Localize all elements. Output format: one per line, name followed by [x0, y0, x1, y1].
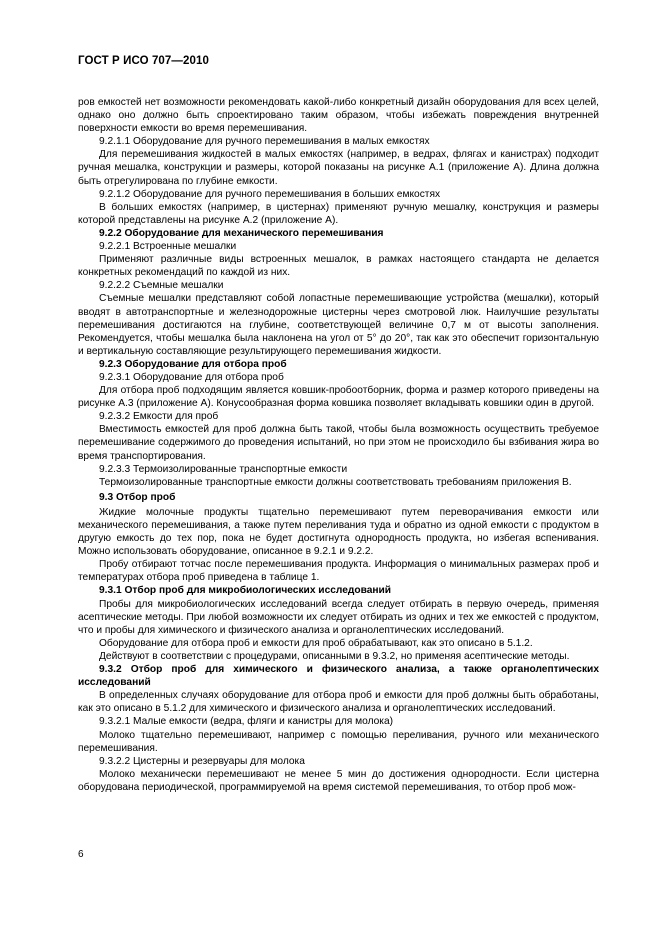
subsection-heading-9-2-3-2: 9.2.3.2 Емкости для проб [99, 411, 219, 423]
paragraph: Молоко механически перемешивают не менее 5 мин до достижения однородности. Если цистерна оборудована периодической, программируемой на время системой перемешивания, то отбор проб мож- [78, 768, 599, 793]
subsection-heading-9-2-2-2: 9.2.2.2 Съемные мешалки [99, 280, 224, 292]
paragraph: Действуют в соответствии с процедурами, описанными в 9.3.2, но применяя асептические методы. [99, 650, 570, 662]
paragraph: В больших емкостях (например, в цистернах) применяют ручную мешалку, конструкция и размеры которой представлены на рисунке А.2 (приложение А). [78, 201, 599, 226]
paragraph: Вместимость емкостей для проб должна быть такой, чтобы была возможность осуществить требуемое перемешивание содержимого до проведения испытаний, но при этом не происходило бы взбивания жира во время транспортирования. [78, 424, 599, 462]
paragraph: Термоизолированные транспортные емкости должны соответствовать требованиям приложения В. [99, 476, 572, 488]
section-heading-9-3: 9.3 Отбор проб [99, 491, 176, 503]
page-header: ГОСТ Р ИСО 707—2010 [78, 55, 210, 67]
paragraph: Пробу отбирают тотчас после перемешивания продукта. Информация о минимальных размерах проб и температурах отбора проб приведена в таблице 1. [78, 559, 599, 584]
paragraph: Для отбора проб подходящим является ковшик-пробоотборник, форма и размер которого приведены на рисунке А.3 (приложение А). Конусообразная форма ковшика позволяет вкладывать ковшики один в другой. [78, 385, 599, 410]
document-body [78, 96, 599, 794]
paragraph: Оборудование для отбора проб и емкости для проб обрабатывают, как это описано в 5.1.2. [99, 637, 533, 649]
section-heading-9-2-2: 9.2.2 Оборудование для механического перемешивания [99, 227, 384, 239]
paragraph: Жидкие молочные продукты тщательно перемешивают путем переворачивания емкости или механического перемешивания, а также путем переливания туда и обратно из одной емкости с продуктом в другую емкость до тех пор, пока не будет достигнута однородность продукта, но избегая вспенивания. Можно использовать оборудование, описанное в 9.2.1 и 9.2.2. [78, 506, 599, 558]
subsection-heading-9-2-3-1: 9.2.3.1 Оборудование для отбора проб [99, 371, 284, 383]
subsection-heading-9-3-2-2: 9.3.2.2 Цистерны и резервуары для молока [99, 755, 305, 767]
section-heading-9-3-2: 9.3.2 Отбор проб для химического и физического анализа, а также органолептических исследований [78, 664, 599, 689]
section-heading-9-3-1: 9.3.1 Отбор проб для микробиологических исследований [99, 585, 392, 597]
paragraph: Молоко тщательно перемешивают, например с помощью переливания, ручного или механического перемешивания. [78, 729, 599, 754]
paragraph: ров емкостей нет возможности рекомендовать какой-либо конкретный дизайн оборудования для всех целей, однако оно должно быть спроектировано таким образом, чтобы избежать повреждения внутренней поверхности емкости во время перемешивания. [78, 97, 599, 135]
paragraph: В определенных случаях оборудование для отбора проб и емкости для проб должны быть обработаны, как это описано в 5.1.2 для химического и физического анализа и органолептических исследований. [78, 690, 599, 715]
paragraph: Съемные мешалки представляют собой лопастные перемешивающие устройства (мешалки), который вводят в автотранспортные и железнодорожные цистерны через смотровой люк. Наилучшие результаты перемешивания достигаются на глубине, соответствующей величине 0,7 м от высоты заполнения. Рекомендуется, чтобы мешалка была наклонена на угол от 5° до 20°, так как это обеспечит горизонтальную и вертикальную составляющие результирующего перемешивания жидкости. [78, 293, 599, 357]
section-heading-9-2-3: 9.2.3 Оборудование для отбора проб [99, 358, 287, 370]
paragraph: Пробы для микробиологических исследований всегда следует отбирать в первую очередь, применяя асептические методы. При любой возможности их следует отбирать из одних и тех же емкостей с продуктом, что и пробы для химического и физического анализа и органолептических исследований. [78, 598, 599, 636]
subsection-heading-9-2-2-1: 9.2.2.1 Встроенные мешалки [99, 241, 237, 253]
page-number: 6 [78, 849, 84, 860]
subsection-heading-9-2-3-3: 9.2.3.3 Термоизолированные транспортные емкости [99, 463, 348, 475]
paragraph: Для перемешивания жидкостей в малых емкостях (например, в ведрах, флягах и канистрах) подходит ручная мешалка, конструкции и размеры, которой показаны на рисунке А.1 (приложение А). Длина должна быть отрегулирована по глубине емкости. [78, 149, 599, 187]
subsection-heading-9-2-1-1: 9.2.1.1 Оборудование для ручного перемешивания в малых емкостях [99, 136, 430, 148]
subsection-heading-9-2-1-2: 9.2.1.2 Оборудование для ручного перемешивания в больших емкостях [99, 188, 441, 200]
paragraph: Применяют различные виды встроенных мешалок, в рамках настоящего стандарта не делается конкретных рекомендаций по каждой из них. [78, 254, 599, 279]
subsection-heading-9-3-2-1: 9.3.2.1 Малые емкости (ведра, фляги и канистры для молока) [99, 716, 394, 728]
